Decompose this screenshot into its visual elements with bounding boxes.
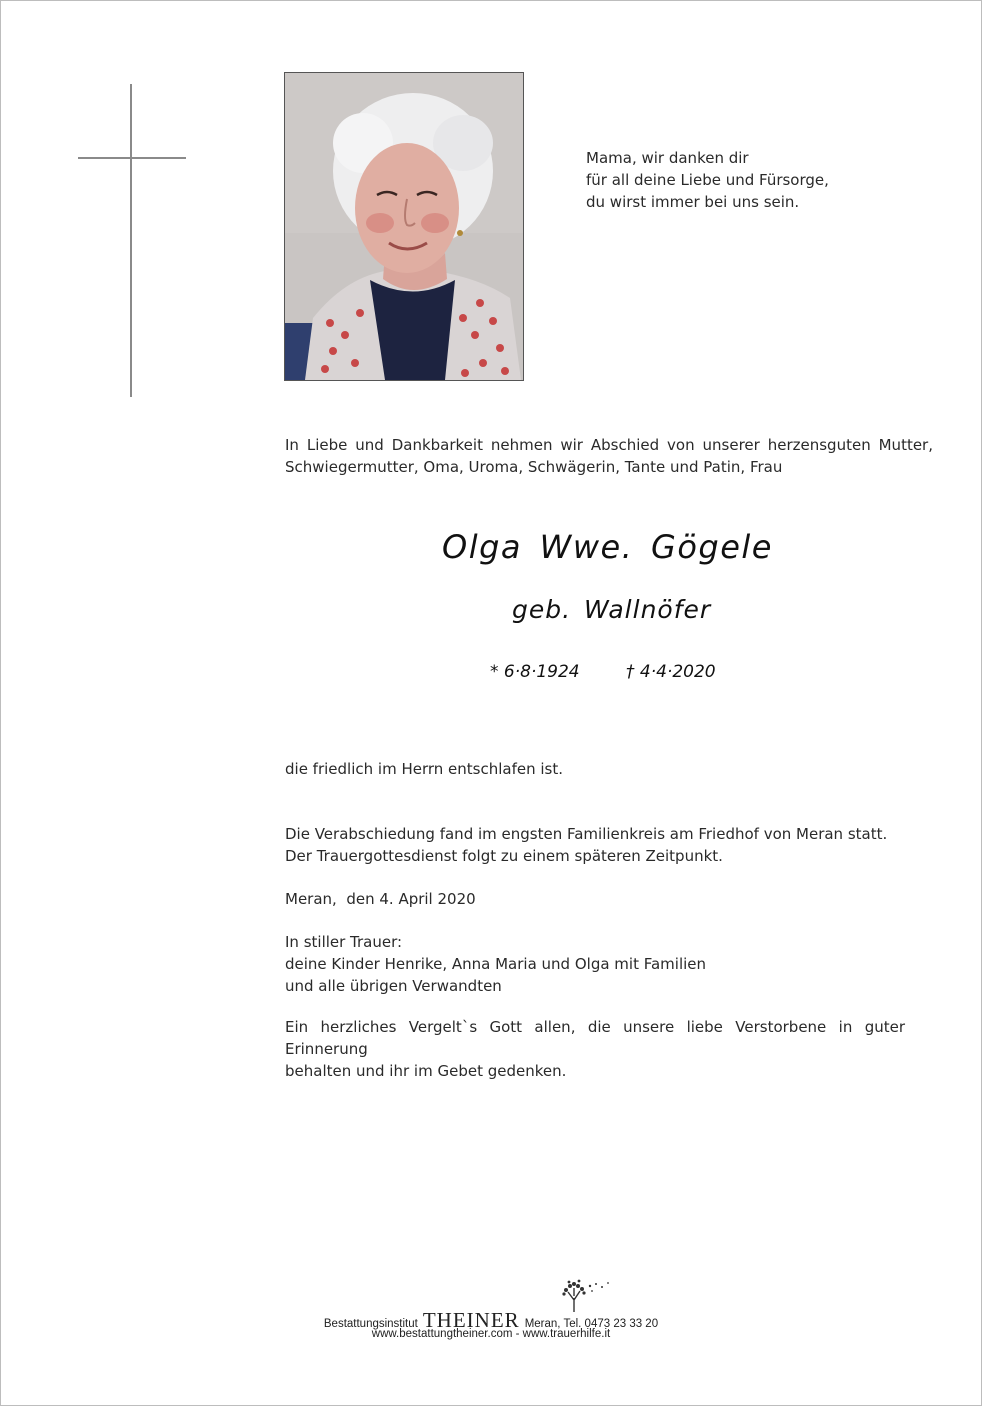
footer-brand: THEINER xyxy=(422,1308,520,1332)
cross-horizontal-bar xyxy=(78,157,186,159)
cross-vertical-bar xyxy=(130,84,132,397)
quote-line: du wirst immer bei uns sein. xyxy=(586,193,800,211)
intro-line: Schwiegermutter, Oma, Uroma, Schwägerin, Tante und Patin, Frau xyxy=(285,458,783,476)
quote-line: für all deine Liebe und Fürsorge, xyxy=(586,171,829,189)
mourners-line: und alle übrigen Verwandten xyxy=(285,977,502,995)
birth-date: * 6·8·1924 xyxy=(490,662,580,682)
farewell-line: Die Verabschiedung fand im engsten Familienkreis am Friedhof von Meran statt. xyxy=(285,825,888,843)
tree-logo-icon xyxy=(556,1278,614,1312)
footer-phone: Meran, Tel. 0473 23 33 20 xyxy=(524,1318,659,1330)
footer-prefix: Bestattungsinstitut xyxy=(323,1318,418,1330)
death-date: † 4·4·2020 xyxy=(626,662,716,682)
passed-statement: die friedlich im Herrn entschlafen ist. xyxy=(285,760,564,778)
portrait-photo xyxy=(284,72,524,381)
farewell-line: Der Trauergottesdienst folgt zu einem späteren Zeitpunkt. xyxy=(285,847,723,865)
place-date: Meran, den 4. April 2020 xyxy=(285,890,476,908)
mourners-paragraph xyxy=(285,931,706,997)
mourners-line: In stiller Trauer: xyxy=(285,933,403,951)
intro-line: In Liebe und Dankbarkeit nehmen wir Abschied von unserer herzensguten Mutter, xyxy=(285,436,933,454)
footer-websites[interactable]: www.bestattungtheiner.com - www.trauerhilfe.it xyxy=(371,1328,611,1340)
quote-line: Mama, wir danken dir xyxy=(586,149,749,167)
thanks-line: Ein herzliches Vergelt`s Gott allen, die unsere liebe Verstorbene in guter Erinnerung xyxy=(285,1018,905,1058)
intro-paragraph xyxy=(285,434,933,478)
mourners-line: deine Kinder Henrike, Anna Maria und Olga mit Familien xyxy=(285,955,707,973)
thanks-line: behalten und ihr im Gebet gedenken. xyxy=(285,1062,567,1080)
deceased-name: Olga Wwe. Gögele xyxy=(442,528,773,566)
farewell-paragraph xyxy=(285,823,887,867)
thanks-paragraph xyxy=(285,1016,905,1082)
memorial-quote xyxy=(586,147,829,213)
maiden-name: geb. Wallnöfer xyxy=(512,595,712,624)
